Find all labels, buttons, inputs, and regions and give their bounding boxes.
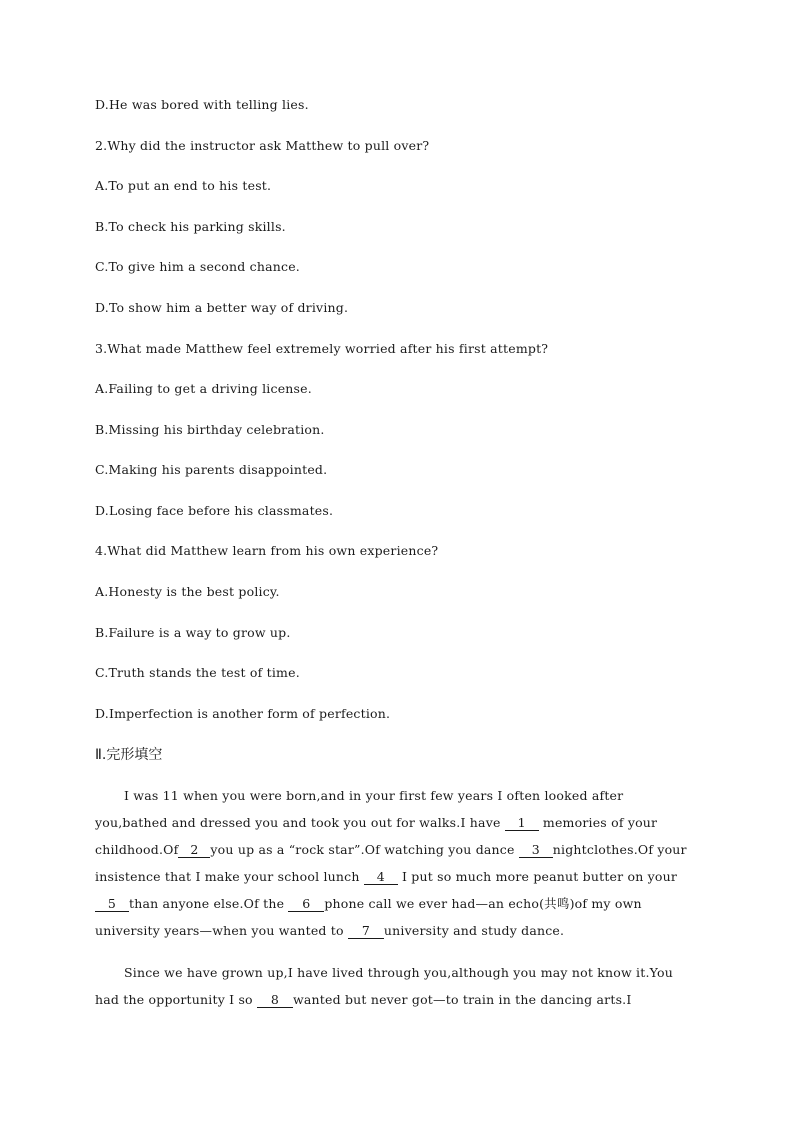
blank-5: 5	[95, 897, 129, 912]
blank-7: 7	[348, 924, 384, 939]
option-2d: D.To show him a better way of driving.	[95, 300, 349, 315]
option-4c: C.Truth stands the test of time.	[95, 665, 300, 680]
option-2c: C.To give him a second chance.	[95, 259, 300, 274]
option-3a: A.Failing to get a driving license.	[95, 381, 312, 396]
blank-2: 2	[178, 843, 210, 858]
text-run: I was 11 when you were born,and in your first few years I often looked after you,bathed and dressed you and took you out for walks.I have	[95, 788, 624, 830]
option-1d: D.He was bored with telling lies.	[95, 97, 309, 112]
option-4b: B.Failure is a way to grow up.	[95, 625, 291, 640]
question-2: 2.Why did the instructor ask Matthew to pull over?	[95, 138, 430, 153]
text-run: I put so much more peanut butter on your	[397, 869, 678, 884]
question-4: 4.What did Matthew learn from his own experience?	[95, 543, 439, 558]
blank-8: 8	[257, 993, 293, 1008]
text-run: Since we have grown up,I have lived through you,although you may not know it.You had the opportunity I so	[95, 965, 673, 1007]
text-run: phone call we ever had—an echo(共鸣)of my own university years—when you wanted to	[95, 896, 642, 938]
blank-4: 4	[364, 870, 398, 885]
section-title: Ⅱ.完形填空	[95, 747, 163, 763]
option-4a: A.Honesty is the best policy.	[95, 584, 280, 599]
option-4d: D.Imperfection is another form of perfection.	[95, 706, 391, 721]
option-3d: D.Losing face before his classmates.	[95, 503, 334, 518]
option-2a: A.To put an end to his test.	[95, 178, 272, 193]
passage-paragraph-1	[95, 782, 695, 944]
option-3c: C.Making his parents disappointed.	[95, 462, 328, 477]
text-run: than anyone else.Of the	[129, 896, 289, 911]
blank-3: 3	[519, 843, 553, 858]
text-run: university and study dance.	[383, 923, 565, 938]
passage-paragraph-2	[95, 959, 695, 1013]
blank-1: 1	[505, 816, 539, 831]
text-run: memories of your childhood.Of	[95, 815, 658, 857]
option-2b: B.To check his parking skills.	[95, 219, 286, 234]
blank-6: 6	[288, 897, 324, 912]
text-run: wanted but never got—to train in the dancing arts.I	[292, 992, 632, 1007]
option-3b: B.Missing his birthday celebration.	[95, 422, 325, 437]
text-run: you up as a “rock star”.Of watching you dance	[210, 842, 519, 857]
text-run: nightclothes.Of your insistence that I make your school lunch	[95, 842, 687, 884]
question-3: 3.What made Matthew feel extremely worried after his first attempt?	[95, 341, 549, 356]
